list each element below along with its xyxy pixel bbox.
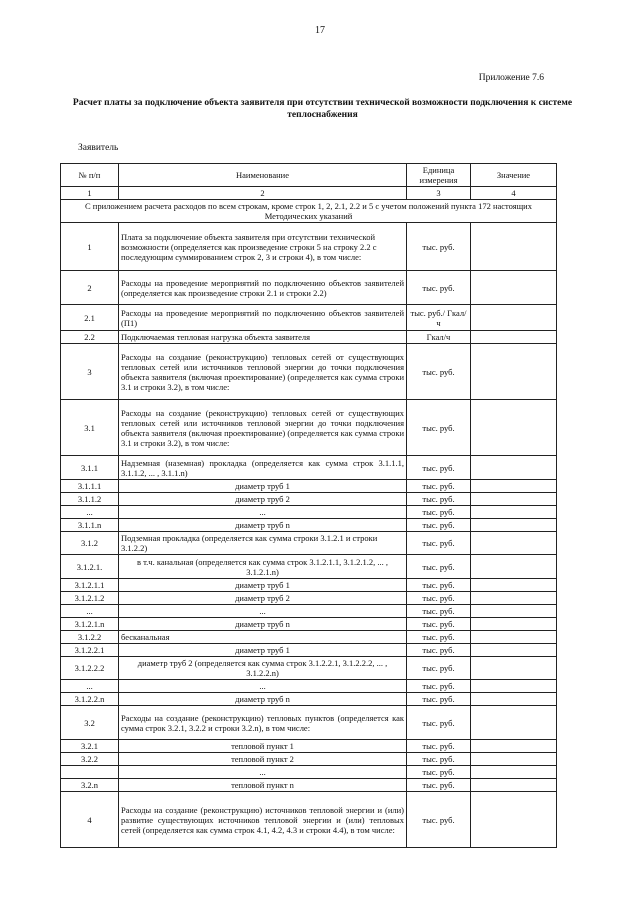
row-value	[471, 480, 557, 493]
header-unit: Единица измерения	[407, 164, 471, 187]
row-unit: тыс. руб.	[407, 740, 471, 753]
row-value	[471, 792, 557, 848]
header-value: Значение	[471, 164, 557, 187]
table-row	[61, 618, 557, 631]
row-unit: тыс. руб.	[407, 519, 471, 532]
table-row	[61, 532, 557, 555]
table-note: С приложением расчета расходов по всем строкам, кроме строк 1, 2, 2.1, 2.2 и 5 с учетом положений пункта 172 настоящих Методических указаний	[61, 200, 557, 223]
row-unit: тыс. руб.	[407, 605, 471, 618]
row-value	[471, 693, 557, 706]
row-unit: тыс. руб.	[407, 631, 471, 644]
table-row	[61, 779, 557, 792]
table-row	[61, 344, 557, 400]
row-value	[471, 618, 557, 631]
row-name: ...	[119, 506, 407, 519]
row-number: 2.1	[61, 305, 119, 331]
row-number: 3.2	[61, 706, 119, 740]
row-number: 3.1.1.n	[61, 519, 119, 532]
row-value	[471, 555, 557, 579]
row-number: 2	[61, 271, 119, 305]
row-number: 3.1.2.1.2	[61, 592, 119, 605]
row-number: 3.1.2.2.2	[61, 657, 119, 680]
row-number: 3.1.2.1.	[61, 555, 119, 579]
table-row	[61, 493, 557, 506]
table-row	[61, 657, 557, 680]
row-unit: тыс. руб.	[407, 766, 471, 779]
table-row	[61, 480, 557, 493]
row-unit: тыс. руб.	[407, 223, 471, 271]
row-name: ...	[119, 605, 407, 618]
row-number: 3.1.2.2	[61, 631, 119, 644]
table-row	[61, 305, 557, 331]
row-value	[471, 706, 557, 740]
row-name: тепловой пункт n	[119, 779, 407, 792]
table-row	[61, 706, 557, 740]
row-name: Расходы на создание (реконструкцию) тепловых пунктов (определяется как сумма строк 3.2.1, 3.2.2 и строки 3.2.n), в том числе:	[119, 706, 407, 740]
row-value	[471, 456, 557, 480]
table-row	[61, 680, 557, 693]
row-unit: тыс. руб.	[407, 271, 471, 305]
table-row	[61, 753, 557, 766]
row-number: ...	[61, 680, 119, 693]
column-number-row	[61, 187, 557, 200]
row-value	[471, 506, 557, 519]
calculation-table	[60, 163, 557, 848]
row-value	[471, 223, 557, 271]
table-row	[61, 456, 557, 480]
row-unit: тыс. руб.	[407, 706, 471, 740]
row-number: 3.1.2.1.n	[61, 618, 119, 631]
table-row	[61, 400, 557, 456]
row-unit: тыс. руб.	[407, 532, 471, 555]
row-name: диаметр труб n	[119, 618, 407, 631]
table-row	[61, 506, 557, 519]
row-value	[471, 740, 557, 753]
row-value	[471, 680, 557, 693]
row-unit: тыс. руб./ Гкал/ч	[407, 305, 471, 331]
row-value	[471, 631, 557, 644]
row-unit: тыс. руб.	[407, 480, 471, 493]
row-name: Расходы на создание (реконструкцию) источников тепловой энергии и (или) развитие существующих источников тепловой энергии и (или) тепловых сетей (определяется как сумма строк 4.1, 4.2, 4.3 и строки 4.4), в том числе:	[119, 792, 407, 848]
table-row	[61, 740, 557, 753]
table-note-row	[61, 200, 557, 223]
row-number: 3.2.n	[61, 779, 119, 792]
table-row	[61, 592, 557, 605]
row-unit: тыс. руб.	[407, 344, 471, 400]
row-number: 3.1	[61, 400, 119, 456]
row-number: 3.2.1	[61, 740, 119, 753]
row-number: 3.1.2.1.1	[61, 579, 119, 592]
row-name: диаметр труб 2	[119, 493, 407, 506]
table-row	[61, 605, 557, 618]
row-number: 1	[61, 223, 119, 271]
page-number: 17	[315, 25, 325, 36]
row-value	[471, 592, 557, 605]
row-name: ...	[119, 680, 407, 693]
row-number: 3.1.2.2.n	[61, 693, 119, 706]
row-name: Плата за подключение объекта заявителя при отсутствии технической возможности (определяется как произведение строки 5 на строку 2.2 с последующим суммированием строк 2, 3 и строки 4), в том числе:	[119, 223, 407, 271]
row-unit: тыс. руб.	[407, 644, 471, 657]
row-number: 4	[61, 792, 119, 848]
row-number: 2.2	[61, 331, 119, 344]
header-number: № п/п	[61, 164, 119, 187]
row-value	[471, 493, 557, 506]
column-number: 1	[61, 187, 119, 200]
table-row	[61, 555, 557, 579]
row-name: бесканальная	[119, 631, 407, 644]
row-number: 3.2.2	[61, 753, 119, 766]
row-unit: тыс. руб.	[407, 456, 471, 480]
row-value	[471, 779, 557, 792]
row-number	[61, 766, 119, 779]
row-name: диаметр труб 1	[119, 579, 407, 592]
row-value	[471, 271, 557, 305]
row-number: 3.1.2.2.1	[61, 644, 119, 657]
table-row	[61, 519, 557, 532]
row-value	[471, 331, 557, 344]
table-row	[61, 579, 557, 592]
row-name: диаметр труб n	[119, 519, 407, 532]
row-number: 3.1.1.1	[61, 480, 119, 493]
row-name: Расходы на проведение мероприятий по подключению объектов заявителей (определяется как произведение строки 2.1 и строки 2.2)	[119, 271, 407, 305]
row-name: в т.ч. канальная (определяется как сумма строк 3.1.2.1.1, 3.1.2.1.2, ... , 3.1.2.1.n)	[119, 555, 407, 579]
row-name: Расходы на создание (реконструкцию) тепловых сетей от существующих тепловых сетей или источников тепловой энергии до точки подключения объекта заявителя (включая проектирование) (определяется как сумма строки 3.1 и строки 3.2), в том числе:	[119, 400, 407, 456]
applicant-label: Заявитель	[78, 143, 119, 153]
row-value	[471, 657, 557, 680]
column-number: 4	[471, 187, 557, 200]
row-unit: тыс. руб.	[407, 693, 471, 706]
row-value	[471, 519, 557, 532]
appendix-label: Приложение 7.6	[478, 73, 544, 83]
row-unit: тыс. руб.	[407, 779, 471, 792]
row-name: диаметр труб 2	[119, 592, 407, 605]
column-number: 3	[407, 187, 471, 200]
row-unit: тыс. руб.	[407, 792, 471, 848]
row-value	[471, 305, 557, 331]
row-number: 3.1.2	[61, 532, 119, 555]
row-name: диаметр труб 1	[119, 644, 407, 657]
header-name: Наименование	[119, 164, 407, 187]
row-unit: тыс. руб.	[407, 592, 471, 605]
table-row	[61, 693, 557, 706]
row-name: диаметр труб 1	[119, 480, 407, 493]
row-number: 3.1.1	[61, 456, 119, 480]
row-unit: тыс. руб.	[407, 657, 471, 680]
row-name: Подземная прокладка (определяется как сумма строки 3.1.2.1 и строки 3.1.2.2)	[119, 532, 407, 555]
row-value	[471, 644, 557, 657]
table-row	[61, 331, 557, 344]
row-name: Расходы на создание (реконструкцию) тепловых сетей от существующих тепловых сетей или источников тепловой энергии до точки подключения объекта заявителя (включая проектирование) (определяется как сумма строки 3.1 и строки 3.2), в том числе:	[119, 344, 407, 400]
table-row	[61, 631, 557, 644]
table-row	[61, 223, 557, 271]
row-value	[471, 605, 557, 618]
row-name: диаметр труб 2 (определяется как сумма строк 3.1.2.2.1, 3.1.2.2.2, ... , 3.1.2.2.n)	[119, 657, 407, 680]
table-row	[61, 792, 557, 848]
row-unit: тыс. руб.	[407, 400, 471, 456]
row-value	[471, 766, 557, 779]
row-number: 3.1.1.2	[61, 493, 119, 506]
row-name: Расходы на проведение мероприятий по подключению объектов заявителей (П1)	[119, 305, 407, 331]
row-name: Надземная (наземная) прокладка (определяется как сумма строк 3.1.1.1, 3.1.1.2, ... , 3.1.1.n)	[119, 456, 407, 480]
row-name: ...	[119, 766, 407, 779]
row-name: тепловой пункт 2	[119, 753, 407, 766]
row-value	[471, 579, 557, 592]
document-title: Расчет платы за подключение объекта заявителя при отсутствии технической возможности подключения к системе теплоснабжения	[72, 98, 573, 120]
row-unit: тыс. руб.	[407, 493, 471, 506]
row-unit: тыс. руб.	[407, 680, 471, 693]
row-number: ...	[61, 605, 119, 618]
row-name: тепловой пункт 1	[119, 740, 407, 753]
row-number: 3	[61, 344, 119, 400]
row-unit: тыс. руб.	[407, 555, 471, 579]
row-unit: тыс. руб.	[407, 618, 471, 631]
table-header-row	[61, 164, 557, 187]
row-value	[471, 344, 557, 400]
row-unit: Гкал/ч	[407, 331, 471, 344]
row-value	[471, 400, 557, 456]
row-value	[471, 753, 557, 766]
row-unit: тыс. руб.	[407, 753, 471, 766]
table-row	[61, 271, 557, 305]
row-unit: тыс. руб.	[407, 506, 471, 519]
table-row	[61, 644, 557, 657]
column-number: 2	[119, 187, 407, 200]
row-number: ...	[61, 506, 119, 519]
row-name: диаметр труб n	[119, 693, 407, 706]
table-row	[61, 766, 557, 779]
row-value	[471, 532, 557, 555]
row-unit: тыс. руб.	[407, 579, 471, 592]
row-name: Подключаемая тепловая нагрузка объекта заявителя	[119, 331, 407, 344]
